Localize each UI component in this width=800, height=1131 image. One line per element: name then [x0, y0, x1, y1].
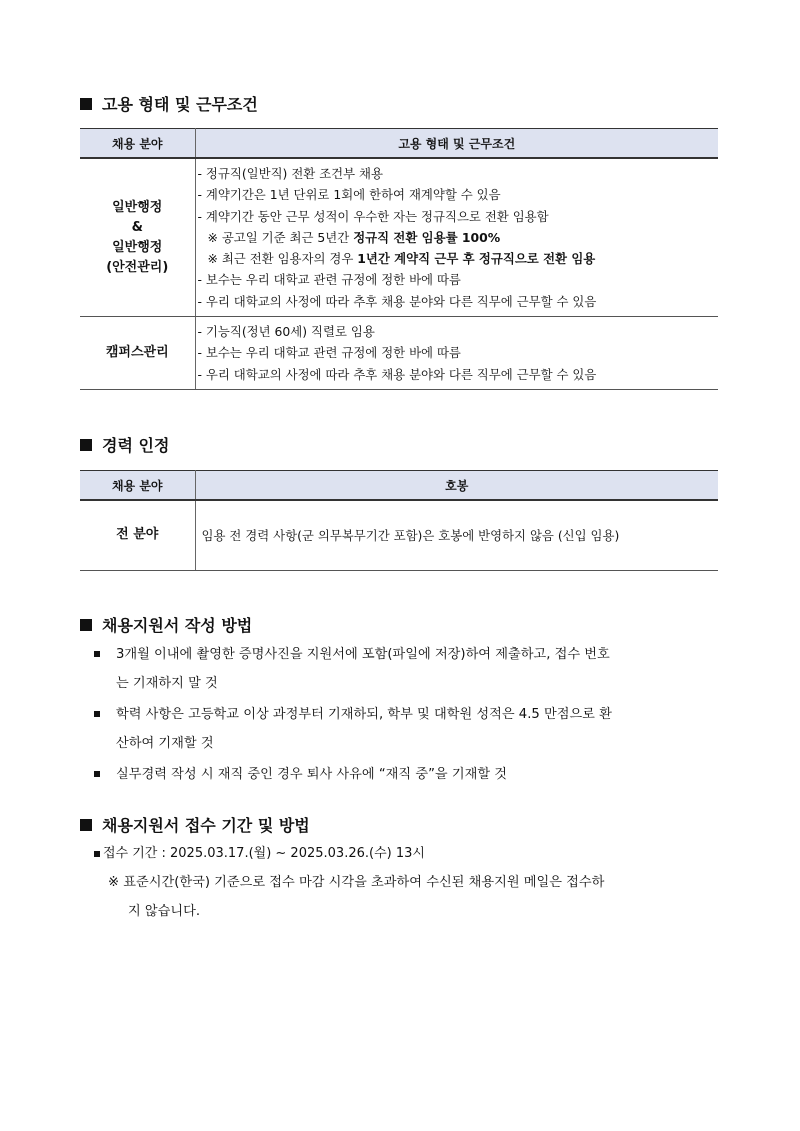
square-bullet-icon: [80, 98, 92, 110]
list-item: 학력 사항은 고등학교 이상 과정부터 기재하되, 학부 및 대학원 성적은 4.5 만점으로 환 산하여 기재할 것: [92, 700, 732, 758]
application-instructions-list: [92, 640, 732, 791]
conditions-cell-campus: [195, 317, 718, 390]
table-header-row: [80, 129, 718, 159]
condition-line: - 보수는 우리 대학교 관련 규정에 정한 바에 따름: [197, 272, 461, 288]
bullet-icon: [94, 771, 100, 777]
list-item: 실무경력 작성 시 재직 중인 경우 퇴사 사유에 “재직 중”을 기재할 것: [92, 760, 732, 789]
condition-line: - 정규직(일반직) 전환 조건부 채용: [197, 166, 383, 181]
condition-note-line: ※ 공고일 기준 최근 5년간 정규직 전환 임용률 100%: [207, 229, 501, 245]
pay-grade-cell: 임용 전 경력 사항(군 의무복무기간 포함)은 호봉에 반영하지 않음 (신입 임용): [195, 500, 718, 570]
square-bullet-icon: [80, 439, 92, 451]
employment-conditions-table: [80, 128, 718, 390]
section-title-employment: 고용 형태 및 근무조건: [80, 92, 258, 115]
bullet-icon: [94, 851, 100, 857]
submission-period: 접수 기간 : 2025.03.17.(월) ~ 2025.03.26.(수) 13시: [94, 843, 734, 865]
column-header-pay-grade: 호봉: [195, 471, 718, 501]
submission-note: ※ 표준시간(한국) 기준으로 접수 마감 시각을 초과하여 수신된 채용지원 메일은 접수하 지 않습니다.: [108, 875, 605, 919]
column-header-conditions: 고용 형태 및 근무조건: [195, 129, 718, 159]
table-header-row: [80, 471, 718, 501]
condition-line: - 보수는 우리 대학교 관련 규정에 정한 바에 따름: [197, 345, 461, 361]
condition-note-line: ※ 최근 전환 임용자의 경우 1년간 계약직 근무 후 정규직으로 전환 임용: [207, 251, 596, 267]
condition-line: - 우리 대학교의 사정에 따라 추후 채용 분야와 다른 직무에 근무할 수 있음: [197, 366, 597, 382]
career-recognition-table: [80, 470, 718, 571]
section-title-career: 경력 인정: [80, 433, 169, 456]
bullet-icon: [94, 651, 100, 657]
conditions-cell-admin: [195, 158, 718, 317]
condition-line: - 우리 대학교의 사정에 따라 추후 채용 분야와 다른 직무에 근무할 수 있음: [197, 293, 597, 309]
bullet-icon: [94, 711, 100, 717]
table-row: [80, 158, 718, 317]
field-cell-admin: 일반행정 & 일반행정 (안전관리): [80, 158, 195, 317]
condition-line: - 계약기간 동안 근무 성적이 우수한 자는 정규직으로 전환 임용함: [197, 208, 549, 224]
condition-line: - 기능직(정년 60세) 직렬로 임용: [197, 324, 375, 340]
section-title-application: 채용지원서 작성 방법: [80, 613, 252, 636]
square-bullet-icon: [80, 619, 92, 631]
table-row: [80, 317, 718, 390]
condition-line: - 계약기간은 1년 단위로 1회에 한하여 재계약할 수 있음: [197, 187, 501, 203]
field-cell-campus: 캠퍼스관리: [80, 317, 195, 390]
square-bullet-icon: [80, 819, 92, 831]
column-header-field: 채용 분야: [80, 471, 195, 501]
table-row: [80, 500, 718, 570]
section-title-submission: 채용지원서 접수 기간 및 방법: [80, 813, 310, 836]
column-header-field: 채용 분야: [80, 129, 195, 159]
field-cell-all: 전 분야: [80, 500, 195, 570]
list-item: 3개월 이내에 촬영한 증명사진을 지원서에 포함(파일에 저장)하여 제출하고, 접수 번호 는 기재하지 말 것: [92, 640, 732, 698]
